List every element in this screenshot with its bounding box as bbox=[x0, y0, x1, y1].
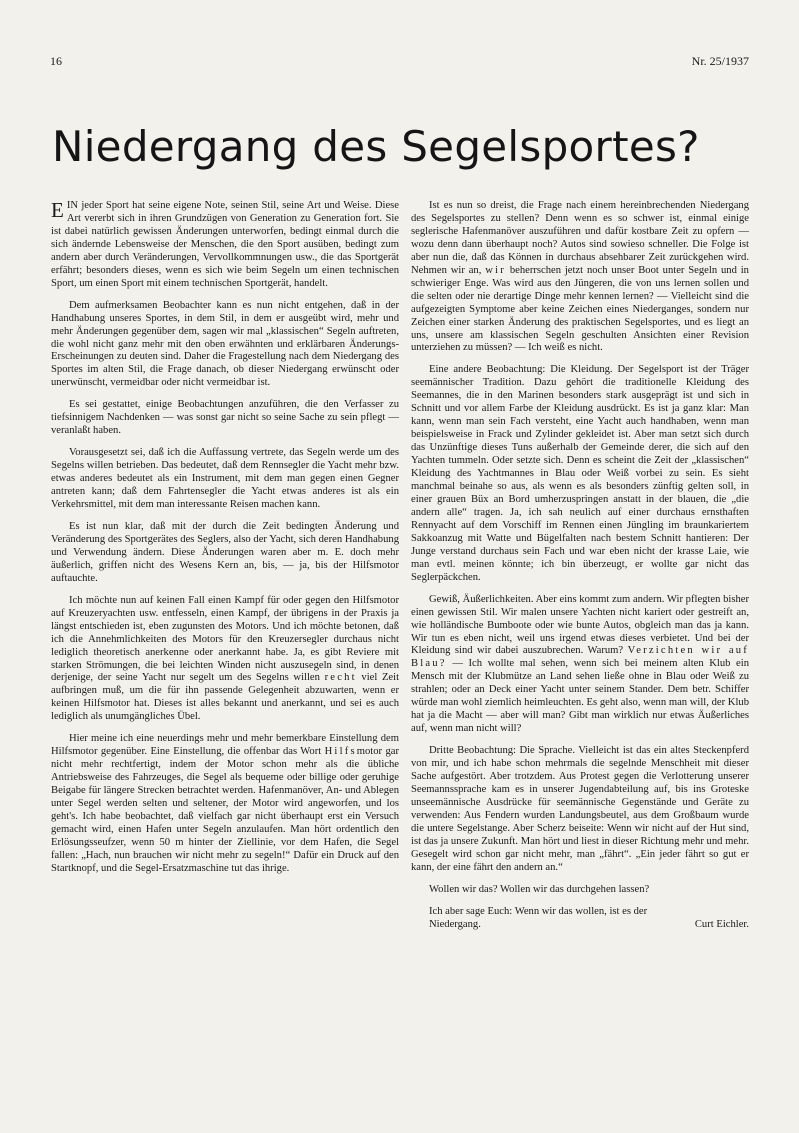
spaced-emphasis: wir bbox=[485, 264, 506, 276]
paragraph bbox=[51, 733, 399, 875]
closing-line bbox=[411, 919, 749, 932]
paragraph-text: IN jeder Sport hat seine eigene Note, seinen Stil, seine Art und Weise. Diese Art vererbt sich in ihren Grundzügen von Generation zu Generation fort. Sie ist dabei natürlich gewissen Änderungen unterworfen, bedingt einmal durch die sich ändernde Lebensweise der Menschen, die den Sport ausüben, bedingt zum andern aber durch Veränderungen, Vervollkommnungen usw., die das Sportgerät erfährt; besonders dieses, wenn es sich wie beim Segeln um einen technischen Sport, um einen Sport mit einem technischen Sportgerät, handelt. bbox=[51, 200, 399, 289]
page-number: 16 bbox=[50, 54, 62, 68]
issue-number: Nr. 25/1937 bbox=[691, 54, 749, 68]
paragraph-text: Ist es nun so dreist, die Frage nach einem hereinbrechenden Niedergang des Segelsportes zu stellen? Denn wenn es so schwer ist, einmal einige seglerische Hafenmanöver auszuführen und dafür kostbare Zeit zu opfern — wozu denn dann überhaupt noch? Autos sind sowieso schneller. Die Folge ist aber nun die, daß das Können in durchaus absehbarer Zeit zurückgehen wird. Nehmen wir an, bbox=[411, 200, 749, 276]
paragraph: Eine andere Beobachtung: Die Kleidung. Der Segelsport ist der Träger seemännischer Tradition. Dazu gehört die traditionelle Kleidung des Seemannes, die in den Marinen besonders stark ausgeprägt ist und sich in Schnitt und vor allem Farbe der Kleidung ausdrückt. Es ist ja ganz klar: Man kann, wenn man sein Fach versteht, eine Yacht auch handhaben, wenn man beispielsweise in Frack und Zylinder gekleidet ist. Aber man setzt sich durch das Unzünftige dieses Tuns außerhalb der Gemeinde derer, die sich auf den Yachten tummeln. Oder setzte sich. Denn es scheint die Zeit der „klassischen“ Kleidung des Yachtmannes in Blau oder Weiß vorbei zu sein. Es sieht manchmal beinahe so aus, als wenn es als besonders zünftig gelten soll, in einer grauen Büx an Bord umherzuspringen anstatt in der blauen, die „die andern alle“ tragen. Ja, ich sah neulich auf einer durchaus ernsthaften Rennyacht auf dem Vorschiff im Rennen einen Jüngling im braunkariertem Sakkoanzug mit Watte und Bügelfalten nach bestem Schnitt hantieren: Der Junge verstand durchaus sein Fach und war eben nicht der krasse Laie, wie man evtl. meinen könnte; ich bin überzeugt, er wollte gar nicht das Seglerpäckchen. bbox=[411, 364, 749, 583]
paragraph-text: Gewiß, Äußerlichkeiten. Aber eins kommt zum andern. Wir pflegten bisher einen gewissen Stil. Wir malen unsere Yachten nicht kariert oder gestreift an, wie holländische Bumboote oder wie bunte Autos, obgleich man das ja kann. Wir tun es eben nicht, weil uns irgend etwas dieses verbietet. Und bei der Kleidung sind wir dabei auszubrechen. Warum? bbox=[411, 593, 749, 657]
paragraph bbox=[51, 595, 399, 725]
paragraph bbox=[51, 200, 399, 291]
left-column bbox=[51, 200, 399, 885]
article-title: Niedergang des Segelsportes? bbox=[52, 122, 700, 171]
author-signature: Curt Eichler. bbox=[694, 918, 749, 930]
paragraph-text: Ich möchte nun auf keinen Fall einen Kampf für oder gegen den Hilfsmotor auf Kreuzeryachten usw. entfesseln, einen Kampf, der übrigens in der Praxis ja längst entschieden ist, eben zugunsten des Motors. Und ich möchte betonen, daß ich die Annehmlichkeiten des Motors für den Kreuzersegler durchaus nicht lediglich theoretisch anerkenne oder anerkannt habe. Ja, es gibt Reviere mit starken Strömungen, die bei leichten Winden nicht auszusegeln sind, in denen derjenige, der seine Yacht nur segelt um des Segelns willen bbox=[51, 594, 399, 684]
paragraph-text: motor gar nicht mehr rechtfertigt, indem der Motor schon mehr als die übliche Antriebsweise des Fahrzeuges, die Segel als bequeme oder billige oder geruhige Beigabe für längere Strecken betrachtet werden. Hafenmanöver, An- und Ablegen unter Segel werden selten und seltener, der Motor wird angeworfen, und los geht's. Ich habe beobachtet, daß vielfach gar nicht überhaupt erst ein Versuch gemacht wird, einen Hafen unter Segeln anzulaufen. Man hört ordentlich den Erlösungsseufzer, wenn 50 m hinter der Ziellinie, vor dem Hafen, die Segel fallen: „Hach, nun brauchen wir nicht mehr zu segeln!“ Dafür ein Druck auf den Startknopf, und die Segel-Ersatzmaschine tut das ihrige. bbox=[51, 746, 399, 874]
paragraph-text: beherrschen jetzt noch unser Boot unter Segeln und in schwieriger Enge. Was wird aus den Jüngeren, die von uns lernen sollen und die selten oder nie derartige Dinge mehr kennen lernen? — Vielleicht sind die aufgezeigten Symptome aber keine Zeichen eines Niederganges, sondern nur Zeichen einer starken Änderung des praktischen Segelsportes, und es liegt an uns, unsere am klassischen Segeln geschulten Ansichten einer Revision unterziehen zu müssen? — Ich weiß es nicht. bbox=[411, 264, 749, 354]
paragraph-text: viel Zeit aufbringen muß, um die für ihn passende Gelegenheit abzuwarten, wenn er keinen Hilfsmotor hat. Dieses ist alles bekannt und anerkannt, und sei es auch lediglich als unumgängliches Übel. bbox=[51, 672, 400, 723]
spaced-emphasis: recht bbox=[324, 672, 357, 684]
paragraph bbox=[411, 906, 749, 919]
paragraph: Vorausgesetzt sei, daß ich die Auffassung vertrete, das Segeln werde um des Segelns willen betrieben. Das bedeutet, daß dem Rennsegler die Yacht mehr bzw. etwas anderes bedeutet als ein Instrument, mit dem man gegen einen Gegner antreten kann; daß dem Fahrtensegler die Yacht etwas anderes ist als ein Verkehrsmittel, mit dem man interessante Reisen machen kann. bbox=[51, 447, 399, 511]
spaced-emphasis: Verzichten wir auf Blau? bbox=[411, 645, 749, 670]
paragraph: Es ist nun klar, daß mit der durch die Zeit bedingten Änderung und Veränderung des Sportgerätes des Seglers, also der Yacht, sich deren Handhabung und Verwendung ändern. Diese Änderungen waren aber m. E. doch mehr äußerlich, griffen nicht des Wesens Kern an, bis, — ja, bis der Hilfsmotor auftauchte. bbox=[51, 520, 399, 584]
paragraph: Es sei gestattet, einige Beobachtungen anzuführen, die den Verfasser zu tiefsinnigem Nachdenken — was sonst gar nicht so seine Sache zu sein pflegt — veranlaßt haben. bbox=[51, 399, 399, 437]
paragraph: Wollen wir das? Wollen wir das durchgehen lassen? bbox=[429, 883, 650, 895]
paragraph-text: Niedergang. bbox=[429, 918, 481, 930]
paragraph bbox=[411, 200, 749, 355]
right-column bbox=[411, 200, 749, 941]
spaced-emphasis: Hilfs bbox=[324, 746, 357, 758]
paragraph: Dem aufmerksamen Beobachter kann es nun nicht entgehen, daß in der Handhabung unseres Sportes, in dem Stil, in dem er ausgeübt wird, mehr und mehr Änderungen gegenüber dem, sagen wir mal „klassischen“ Segeln auftreten, die wohl nicht ganz mehr mit den oben erwähnten und erklärbaren Änderungs-Erscheinungen zu deuten sind. Daher die Fragestellung nach dem Niedergang des Sportes im alten Stil, die Frage danach, ob dieser Niedergang erwünscht oder unerwünscht, vermeidbar oder nicht vermeidbar ist. bbox=[51, 299, 399, 389]
drop-cap: E bbox=[51, 198, 64, 222]
paragraph-text: — Ich wollte mal sehen, wenn sich bei meinem alten Klub ein Mensch mit der Klubmütze an Land sehen ließe ohne in Blau oder Weiß zu strahlen; oder an Deck einer Yacht unter seinem Stander. Dem betr. Schiffer würde man wohl ziemlich heimleuchten. Es geht also, wenn man will, der Klub hat ja die Macht — aber will man? Gibt man wirklich nur etwas Äußerliches auf, wenn man nicht will? bbox=[411, 658, 749, 735]
paragraph: Dritte Beobachtung: Die Sprache. Vielleicht ist das ein altes Steckenpferd von mir, und ich habe schon mehrmals die segelnde Menschheit mit dieser Sache aufgestört. Aber trotzdem. Aus Protest gegen die Verlotterung unserer Seemannssprache kam es in unserer Jugendabteilung auf, bis ins Groteske unseemännische Ausdrücke für seemännische Gegenstände und Geräte zu verwenden: Aus Fendern wurden Landungsbeutel, aus dem Großbaum wurde die untere Segelstange. Aber Scherz beiseite: Wenn wir nicht auf der Hut sind, ist das ja unsere Zukunft. Man hört und liest in dieser Richtung mehr und mehr. Gesegelt wird schon gar nicht mehr, man „fährt“. „Ein jeder fährt so gut er kann, der eine fährt den andern an.“ bbox=[411, 745, 749, 873]
paragraph bbox=[411, 594, 749, 736]
paragraph-text: Hier meine ich eine neuerdings mehr und mehr bemerkbare Einstellung dem Hilfsmotor gegenüber. Eine Einstellung, die offenbar das Wort bbox=[51, 733, 399, 758]
paragraph-text: Ich aber sage Euch: Wenn wir das wollen, ist es der bbox=[429, 905, 648, 917]
